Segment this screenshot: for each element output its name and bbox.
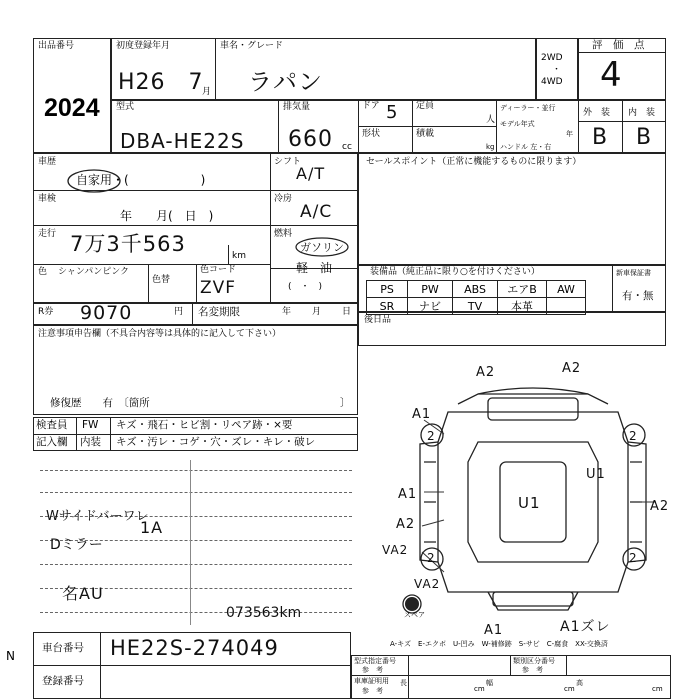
- fuel-gasoline: ガソリン: [300, 241, 344, 254]
- first-reg-label: 初度登録年月: [116, 41, 171, 51]
- equip-sr: SR: [367, 298, 408, 315]
- note-mileage: 073563km: [226, 605, 302, 621]
- car-name-value: ラパン: [248, 68, 323, 96]
- repair-label: 修復歴 有 〔箇所: [50, 397, 150, 409]
- displacement-unit: cc: [342, 142, 352, 152]
- exterior-label: 外 装: [583, 108, 611, 118]
- name-change-day: 日: [342, 307, 352, 317]
- length-label: 長: [400, 679, 407, 687]
- ref-3: 参 考: [362, 687, 383, 695]
- shape-label: 形状: [362, 129, 381, 139]
- capacity-label: 定員: [416, 101, 435, 111]
- width-unit: cm: [564, 685, 575, 693]
- mark-va2-rear: VA2: [414, 577, 441, 591]
- history-value: 自家用・( ): [76, 173, 206, 187]
- eval-label: 評 価 点: [592, 39, 645, 51]
- recycle-label: R券: [38, 307, 54, 317]
- registration-label: 登録番号: [42, 675, 84, 687]
- year-unit: 年: [566, 130, 573, 138]
- spare-label: スペア: [404, 611, 425, 619]
- name-change-label: 名変期限: [198, 306, 240, 318]
- spare-tire-icon: [405, 597, 419, 611]
- mark-front-left: A2: [476, 365, 496, 380]
- mark-a1-left: A1: [398, 487, 418, 502]
- height-unit: cm: [652, 685, 663, 693]
- color-label: 色: [38, 267, 48, 277]
- color-change-label: 色替: [152, 275, 171, 285]
- note-line-1b: 1A: [140, 518, 164, 537]
- aftermarket-box: [358, 312, 666, 346]
- fuel-circle-mark: [294, 236, 350, 258]
- equip-airbag: エアB: [498, 281, 547, 298]
- equip-aw: AW: [547, 281, 586, 298]
- door-value: 5: [386, 102, 399, 123]
- model-spec-label: 型式指定番号: [354, 657, 396, 665]
- name-change-month: 月: [312, 307, 322, 317]
- drive-dot: ・: [552, 65, 562, 75]
- fuel-other: ( ・ ): [288, 282, 323, 292]
- ref-2: 参 考: [522, 666, 543, 674]
- drive-2wd: 2WD: [541, 53, 563, 63]
- chassis-label: 車台番号: [42, 642, 84, 654]
- equip-leather: 本革: [498, 298, 547, 315]
- caution-label: 注意事項申告欄（不具合内容等は具体的に記入して下さい）: [38, 329, 282, 339]
- fuel-diesel: 軽 油: [296, 261, 333, 275]
- mark-u1-roof: U1: [518, 494, 541, 512]
- equip-navi: ナビ: [408, 298, 453, 315]
- dealer-label: ディーラー・並行: [500, 104, 556, 112]
- inspection-label: 車検: [38, 194, 57, 204]
- recycle-unit: 円: [174, 307, 184, 317]
- check-items: キズ・飛石・ヒビ割・リペア跡・×要: [116, 419, 293, 431]
- equipment-label: 装備品（純正品に限り○を付けください）: [370, 267, 540, 277]
- mark-front-right: A2: [562, 361, 582, 376]
- fuel-label: 燃料: [274, 229, 293, 239]
- equip-abs: ABS: [453, 281, 498, 298]
- capacity-unit: 人: [486, 115, 496, 125]
- ac-value: A/C: [300, 202, 333, 222]
- mark-wheel-rr: 2: [629, 551, 638, 565]
- load-label: 積載: [416, 129, 435, 139]
- check-label: 検査員: [36, 419, 68, 431]
- length-unit: cm: [474, 685, 485, 693]
- mark-wheel-rl: 2: [427, 551, 436, 565]
- history-circle-mark: [64, 166, 124, 196]
- equip-tv: TV: [453, 298, 498, 315]
- model-value: DBA-HE22S: [120, 129, 245, 153]
- lot-number: 2024: [44, 94, 100, 122]
- ac-label: 冷房: [274, 194, 293, 204]
- history-label: 車歴: [38, 157, 57, 167]
- eval-value: 4: [600, 55, 623, 95]
- chassis-number: HE22S-274049: [110, 636, 279, 660]
- model-label: 型式: [116, 102, 135, 112]
- mileage-unit: km: [232, 251, 246, 261]
- margin-mark: N: [6, 649, 15, 663]
- aftermarket-label: 後日品: [364, 315, 392, 325]
- model-year-label: モデル年式: [500, 120, 535, 128]
- mark-a1-rear: A1: [484, 623, 504, 638]
- interior-label: 内 装: [628, 108, 656, 118]
- color-code-value: ZVF: [200, 278, 237, 298]
- damage-legend: A-キズ E-エクボ U-凹み W-補修跡 S-サビ C-腐食 XX-交換済: [390, 640, 608, 648]
- mileage-value: 7万3千563: [70, 232, 186, 256]
- width-label: 幅: [486, 679, 493, 687]
- height-label: 高: [576, 679, 583, 687]
- color-code-label: 色コード: [200, 265, 237, 275]
- equipment-table: [366, 280, 586, 315]
- equip-ps: PS: [367, 281, 408, 298]
- mark-a1-upper-left: A1: [412, 407, 432, 422]
- equip-pw: PW: [408, 281, 453, 298]
- note-line-1: Wサイドバーワレ: [46, 509, 149, 524]
- entry-items: キズ・汚レ・コゲ・穴・ズレ・キレ・破レ: [116, 436, 316, 448]
- note-line-2: Dミラー: [50, 537, 103, 553]
- entry-code: 内装: [80, 436, 101, 448]
- shift-label: シフト: [274, 157, 302, 167]
- spec-number-box: [351, 655, 671, 699]
- mileage-label: 走行: [38, 229, 57, 239]
- mark-u1-right: U1: [586, 467, 606, 482]
- drive-4wd: 4WD: [541, 77, 563, 87]
- load-unit: kg: [486, 143, 495, 151]
- class-label: 類別区分番号: [513, 657, 555, 665]
- mark-a2-right: A2: [650, 499, 670, 514]
- displacement-label: 排気量: [283, 102, 311, 112]
- car-name-label: 車名・グレード: [220, 41, 284, 51]
- manual-value: 有・無: [622, 290, 654, 302]
- manual-label: 新車保証書: [616, 269, 651, 277]
- ref-1: 参 考: [362, 666, 383, 674]
- mark-va2-left: VA2: [382, 543, 409, 557]
- exterior-grade: B: [592, 125, 609, 150]
- sales-point-label: セールスポイント（正常に機能するものに限ります）: [366, 157, 582, 167]
- mark-a2-left: A2: [396, 517, 416, 532]
- door-label: ドア: [362, 101, 380, 111]
- mark-a1-zure-rear: A1ズレ: [560, 619, 611, 635]
- shift-value: A/T: [296, 164, 326, 183]
- recycle-value: 9070: [80, 302, 133, 324]
- check-code: FW: [82, 419, 99, 431]
- interior-grade: B: [636, 125, 653, 150]
- mark-wheel-fr: 2: [629, 429, 638, 443]
- note-line-3: 名AU: [62, 584, 104, 603]
- displacement-value: 660: [288, 127, 333, 152]
- color-value: シャンパンピンク: [58, 267, 130, 277]
- first-reg-month-unit: 月: [202, 87, 212, 97]
- handle-label: ハンドル 左・右: [500, 143, 552, 151]
- inspection-value: 年 月( 日 ): [120, 209, 214, 223]
- mark-wheel-fl: 2: [427, 429, 436, 443]
- sales-point-box: [358, 153, 666, 265]
- name-change-year: 年: [282, 307, 292, 317]
- entry-label: 記入欄: [36, 436, 68, 448]
- repair-close: 〕: [340, 397, 351, 409]
- cert-label: 車庫証明用: [354, 677, 389, 685]
- lot-label: 出品番号: [38, 41, 75, 51]
- first-reg-value: H26 7: [118, 70, 204, 95]
